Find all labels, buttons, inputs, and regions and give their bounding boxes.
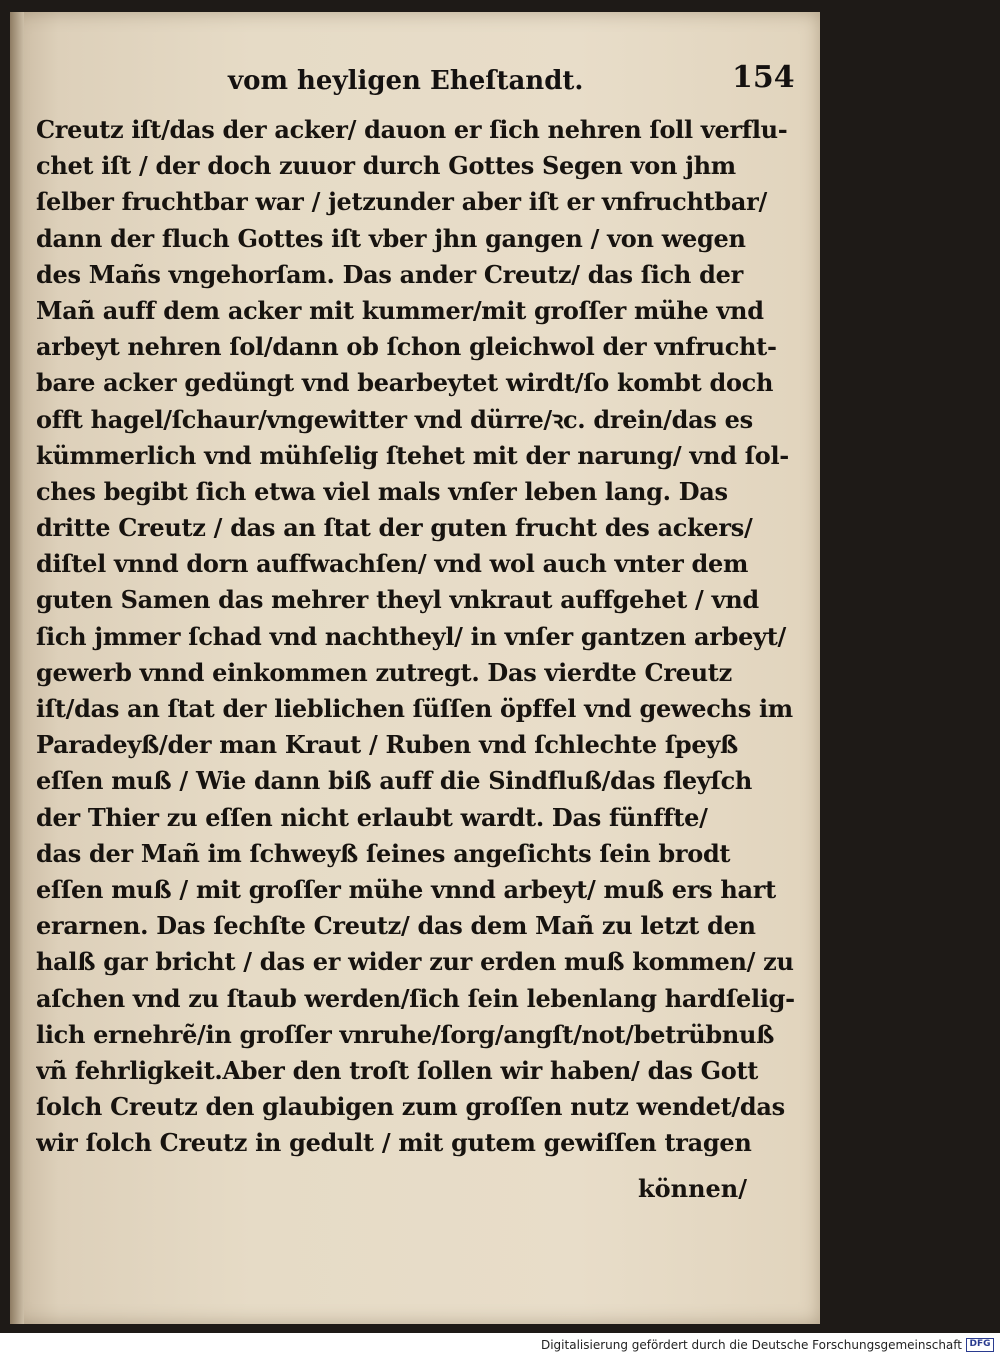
- page-header: [10, 58, 820, 102]
- dfg-logo-icon: DFG: [966, 1338, 994, 1352]
- text-line: das der Mañ im ſchweyß ſeines angeſichts ſein brodt: [36, 838, 731, 868]
- text-line: bare acker gedüngt vnd bearbeytet wirdt/ſo kombt doch: [36, 368, 774, 398]
- text-line: ſich jmmer ſchad vnd nachtheyl/ in vnſer gantzen arbeyt/: [36, 621, 786, 651]
- text-line: aſchen vnd zu ſtaub werden/ſich ſein lebenlang hardſelig-: [36, 983, 795, 1013]
- text-line: offt hagel/ſchaur/vngewitter vnd dürre/ꝛc. drein/das es: [36, 404, 753, 434]
- text-line: halß gar bricht / das er wider zur erden muß kommen/ zu: [36, 947, 794, 977]
- text-line: Mañ auff dem acker mit kummer/mit groſſer mühe vnd: [36, 295, 764, 325]
- book-page: [10, 12, 820, 1324]
- page-number: 154: [732, 60, 795, 95]
- text-line: guten Samen das mehrer theyl vnkraut auffgehet / vnd: [36, 585, 759, 615]
- footer-bar: [0, 1333, 1000, 1359]
- text-line: vñ fehrligkeit.Aber den troſt ſollen wir haben/ das Gott: [36, 1055, 759, 1085]
- text-line: wir ſolch Creutz in gedult / mit gutem gewiſſen tragen: [36, 1128, 752, 1158]
- body-text: [36, 112, 796, 1161]
- text-line: gewerb vnnd einkommen zutregt. Das vierdte Creutz: [36, 657, 732, 687]
- text-line: arbeyt nehren ſol/dann ob ſchon gleichwol der vnfrucht-: [36, 332, 777, 362]
- text-line: chet iſt / der doch zuuor durch Gottes Segen von jhm: [36, 151, 736, 181]
- page-gutter: [10, 12, 24, 1324]
- text-line: dann der fluch Gottes iſt vber jhn gangen / von wegen: [36, 223, 746, 253]
- text-line: kümmerlich vnd mühſelig ſtehet mit der narung/ vnd ſol-: [36, 440, 789, 470]
- text-line: Creutz iſt/das der acker/ dauon er ſich nehren ſoll verflu-: [36, 115, 788, 144]
- text-line: dritte Creutz / das an ſtat der guten frucht des ackers/: [36, 513, 753, 543]
- text-line: erarnen. Das ſechſte Creutz/ das dem Mañ zu letzt den: [36, 911, 756, 941]
- text-line: des Mañs vngehorſam. Das ander Creutz/ das ſich der: [36, 259, 743, 289]
- funding-notice: Digitalisierung gefördert durch die Deutsche Forschungsgemeinschaft: [540, 1338, 962, 1352]
- text-line: ches begibt ſich etwa viel mals vnſer leben lang. Das: [36, 476, 728, 506]
- text-line: eſſen muß / Wie dann biß auff die Sindfluß/das fleyſch: [36, 766, 753, 796]
- text-line: Paradeyß/der man Kraut / Ruben vnd ſchlechte ſpeyß: [36, 730, 738, 760]
- text-line: der Thier zu eſſen nicht erlaubt wardt. Das fünffte/: [36, 802, 708, 832]
- text-line: diſtel vnnd dorn auffwachſen/ vnd wol auch vnter dem: [36, 549, 749, 579]
- running-title: vom heyligen Eheſtandt.: [228, 66, 584, 96]
- catchword: können/: [638, 1174, 748, 1203]
- text-line: eſſen muß / mit groſſer mühe vnnd arbeyt/ muß ers hart: [36, 874, 776, 904]
- text-line: iſt/das an ſtat der lieblichen ſüſſen öpffel vnd gewechs im: [36, 694, 793, 723]
- text-line: ſolch Creutz den glaubigen zum groſſen nutz wendet/das: [36, 1092, 785, 1122]
- text-line: ſelber fruchtbar war / jetzunder aber iſt er vnfruchtbar/: [36, 187, 767, 217]
- text-line: lich ernehrẽ/in groſſer vnruhe/ſorg/angſt/not/betrübnuß: [36, 1019, 775, 1049]
